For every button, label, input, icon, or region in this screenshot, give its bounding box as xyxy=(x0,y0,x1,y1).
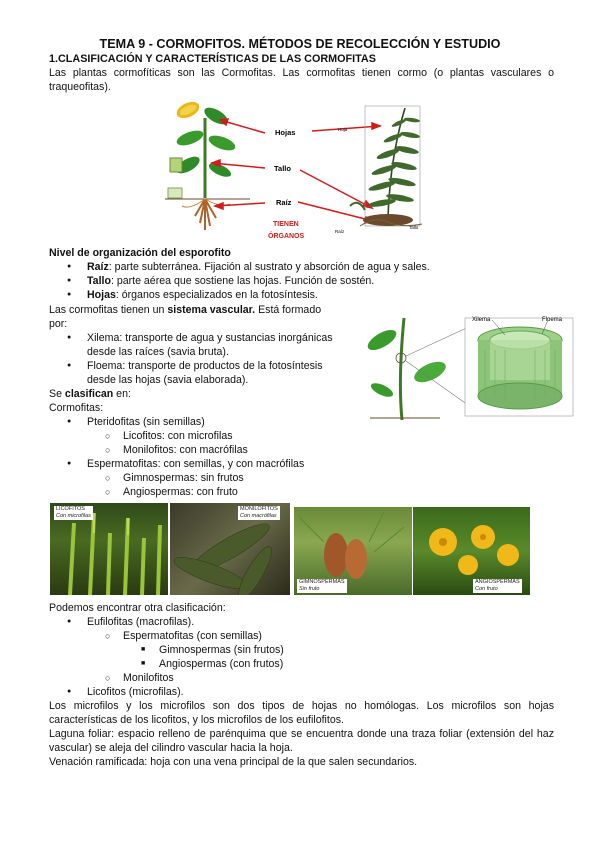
tree1-item: ○ Licofitos: con microfilas xyxy=(123,429,233,443)
intro-paragraph: Las plantas cormofíticas son las Cormofitas. Las cormofitas tienen cormo (o plantas vasculares o traqueofitas). xyxy=(49,67,554,94)
photo-label: GIMNOSPERMAS xyxy=(299,579,345,585)
fern-label-raiz: Raíz xyxy=(335,229,345,234)
vascular-system-figure xyxy=(360,310,575,422)
photo-label: MONILOFITOS xyxy=(240,506,278,512)
tree1-item: ○ Monilofitos: con macrófilas xyxy=(123,443,248,457)
tree1-item: ● Pteridofitas (sin semillas) xyxy=(87,415,205,429)
fern-label-tallo: Tallo xyxy=(409,225,419,230)
cormophyte-organs-figure xyxy=(160,98,440,243)
label-raiz: Raíz xyxy=(276,198,292,207)
fern-label-hoja: Hoja xyxy=(338,127,348,132)
plant-illustration xyxy=(165,99,250,230)
photo-monilofitos: MONILOFITOS Con macrófilas xyxy=(170,503,290,595)
label-xilema: Xilema xyxy=(472,317,491,323)
photo-gimnospermas: GIMNOSPERMAS Sin fruto xyxy=(294,507,412,595)
paragraph-venacion: Venación ramificada: hoja con una vena principal de la que salen secundarios. xyxy=(49,756,418,768)
paragraph-laguna: Laguna foliar: espacio relleno de parénquima que se encuentra donde una traza foliar (extensión del haz vascular) se aleja del cilindro vascular hacia la hoja. xyxy=(49,728,554,755)
tree2-item: ○ Monilofitos xyxy=(123,671,174,685)
vascular-item-floema: ● Floema: transporte de productos de la fotosíntesis desde las hojas (savia elaborada). xyxy=(87,359,352,387)
photo-licofitos: LICOFITOS Con microfilas xyxy=(50,503,168,595)
photo-label: LICOFITOS xyxy=(56,506,85,512)
tree1-item: ○ Gimnospermas: sin frutos xyxy=(123,471,244,485)
label-hojas: Hojas xyxy=(275,128,296,137)
tree2-item: ○ Espermatofitas (con semillas) xyxy=(123,629,262,643)
otra-clasificacion: Podemos encontrar otra clasificación: xyxy=(49,602,226,614)
organ-item: ● Raíz: parte subterránea. Fijación al sustrato y absorción de agua y sales. xyxy=(87,260,430,274)
fern-illustration xyxy=(350,106,422,226)
red-arrows xyxy=(212,119,380,223)
label-organos: ÓRGANOS xyxy=(268,233,305,240)
tree1-item: ● Espermatofitas: con semillas, y con macrófilas xyxy=(87,457,304,471)
organ-item: ● Hojas: órganos especializados en la fotosíntesis. xyxy=(87,288,318,302)
label-tallo: Tallo xyxy=(274,164,291,173)
tree2-item: ● Eufilofitas (macrofilas). xyxy=(87,615,194,629)
tree2-item: ■ Gimnospermas (sin frutos) xyxy=(159,643,284,657)
paragraph-microfilos: Los microfilos y los microfilos son dos tipos de hojas no homólogas. Los microfilos son hojas características de los licofitos, y los microfilos de los eufilofitos. xyxy=(49,700,554,727)
clasifican-line: Se clasifican en: xyxy=(49,388,131,400)
vascular-item-xilema: ● Xilema: transporte de agua y sustancias inorgánicas desde las raíces (savia bruta). xyxy=(87,331,352,359)
nivel-heading: Nivel de organización del esporofito xyxy=(49,247,231,259)
photo-label: ANGIOSPERMAS xyxy=(475,579,520,585)
tree2-item: ■ Angiospermas (con frutos) xyxy=(159,657,283,671)
label-floema: Floema xyxy=(542,317,563,323)
tree1-item: ○ Angiospermas: con fruto xyxy=(123,485,238,499)
section-heading: 1.CLASIFICACIÓN Y CARACTERÍSTICAS DE LAS CORMOFITAS xyxy=(49,53,376,65)
cormofitas-label: Cormofitas: xyxy=(49,402,104,414)
photo-angiospermas: ANGIOSPERMAS Con fruto xyxy=(413,507,530,595)
vascular-paragraph: Las cormofitas tienen un sistema vascular. Está formado xyxy=(49,304,322,316)
tree2-item: ● Licofitos (microfilas). xyxy=(87,685,184,699)
label-tienen: TIENEN xyxy=(273,221,299,228)
organ-item: ● Tallo: parte aérea que sostiene las hojas. Función de sostén. xyxy=(87,274,374,288)
page-title: TEMA 9 - CORMOFITOS. MÉTODOS DE RECOLECCIÓN Y ESTUDIO xyxy=(99,37,501,51)
vascular-por: por: xyxy=(49,318,68,330)
